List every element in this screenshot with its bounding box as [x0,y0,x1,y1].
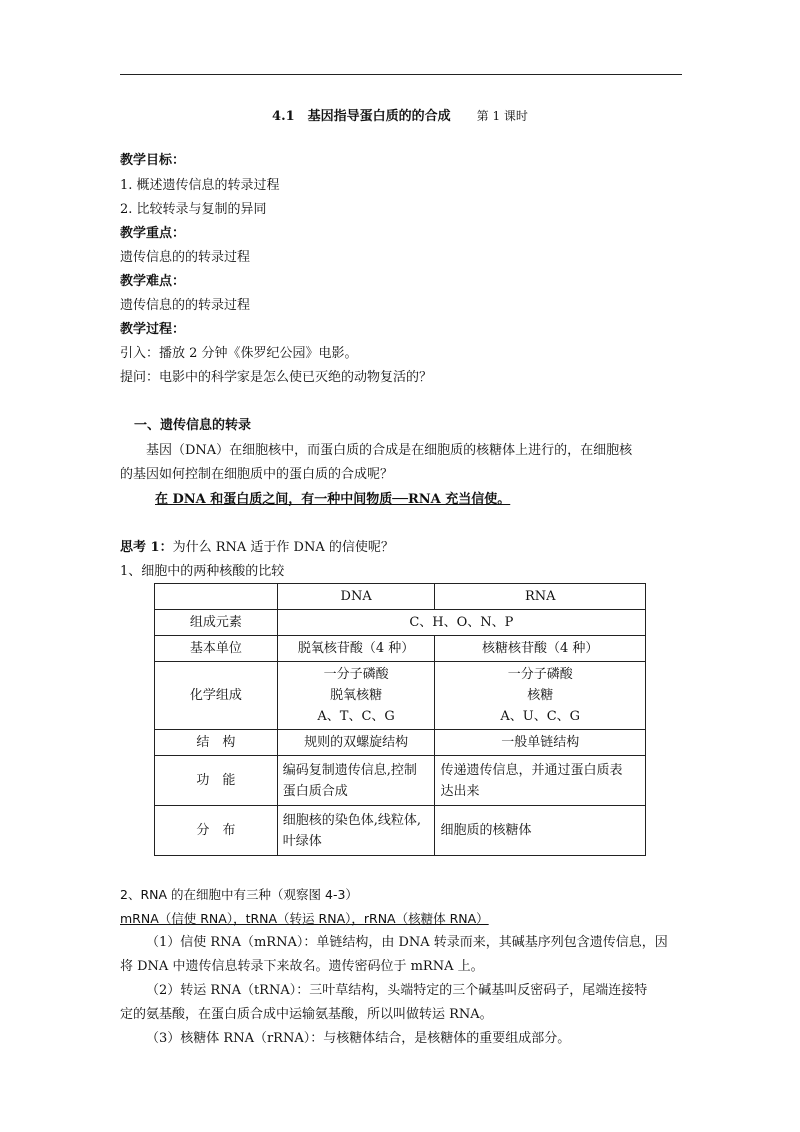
chem-dna-line: A、T、C、G [317,709,395,724]
row-label-chem: 化学组成 [155,662,278,730]
structure-dna: 规则的双螺旋结构 [277,730,435,756]
function-dna-cell [277,756,435,806]
elements-value: C、H、O、N、P [277,610,645,636]
chem-dna-cell [277,662,435,730]
process-question: 提问：电影中的科学家是怎么使已灭绝的动物复活的？ [120,370,433,385]
think1-line [120,539,394,557]
row-label-structure: 结 构 [155,730,278,756]
objective-item: 1. 概述遗传信息的转录过程 [120,178,280,193]
distribution-dna-line: 细胞核的染色体,线粒体, [282,812,422,828]
chem-dna-line: 一分子磷酸 [323,667,389,682]
chem-rna-line: A、U、C、G [500,709,581,724]
function-rna-line: 传递遗传信息，并通过蛋白质表 [440,762,623,778]
table-row [155,730,646,756]
lesson-period: 第 1 课时 [476,109,528,123]
distribution-rna: 细胞质的核糖体 [435,806,646,856]
rna-types-summary: mRNA（信使 RNA），tRNA（转运 RNA），rRNA（核糖体 RNA） [120,911,489,926]
nucleic-acid-table [154,583,646,856]
section1-heading: 一、遗传信息的转录 [134,418,252,433]
table-row [155,756,646,806]
chem-rna-line: 一分子磷酸 [507,667,573,682]
rna-types-heading: 2、RNA 的在细胞中有三种（观察图 4-3） [120,887,358,902]
think1-question: 为什么 RNA 适于作 DNA 的信使呢？ [172,540,394,555]
think1-label: 思考 1： [120,540,173,555]
table-row [155,806,646,856]
table-row [155,662,646,730]
trna-paragraph-line: 定的氨基酸，在蛋白质合成中运输氨基酸，所以叫做转运 RNA。 [120,1007,493,1022]
trna-paragraph-line: （2）转运 RNA（tRNA）：三叶草结构，头端特定的三个碱基叫反密码子，尾端连接特 [146,983,648,998]
key-point-heading: 教学重点： [120,226,186,241]
objective-item: 2. 比较转录与复制的异同 [120,202,267,217]
distribution-dna-line: 叶绿体 [282,833,322,849]
table-row [155,584,646,610]
section1-emphasis: 在 DNA 和蛋白质之间，有一种中间物质──RNA 充当信使。 [155,492,511,507]
table-corner-cell [155,584,278,610]
function-rna-cell [435,756,646,806]
unit-rna: 核糖核苷酸（4 种） [435,636,646,662]
lesson-title: 4.1 基因指导蛋白质的的合成 [272,109,451,124]
rrna-paragraph-line: （3）核糖体 RNA（rRNA）：与核糖体结合，是核糖体的重要组成部分。 [146,1031,571,1046]
chem-rna-cell [435,662,646,730]
key-point-text: 遗传信息的的转录过程 [120,250,251,265]
function-dna-line: 编码复制遗传信息,控制 [282,762,417,778]
table-row [155,636,646,662]
row-label-unit: 基本单位 [155,636,278,662]
row-label-distribution: 分 布 [155,806,278,856]
objectives-heading: 教学目标： [120,153,186,168]
page-title [0,105,800,124]
column-header-rna: RNA [435,584,646,610]
section1-paragraph-line: 的基因如何控制在细胞质中的蛋白质的合成呢？ [120,467,394,482]
function-rna-line: 达出来 [440,783,480,799]
row-label-function: 功 能 [155,756,278,806]
unit-dna: 脱氧核苷酸（4 种） [277,636,435,662]
difficulty-text: 遗传信息的的转录过程 [120,298,251,313]
table-row [155,610,646,636]
process-heading: 教学过程： [120,322,186,337]
chem-rna-line: 核糖 [527,688,554,703]
function-dna-line: 蛋白质合成 [282,783,348,799]
process-intro: 引入：播放 2 分钟《侏罗纪公园》电影。 [120,346,358,361]
row-label-elements: 组成元素 [155,610,278,636]
mrna-paragraph-line: 将 DNA 中遗传信息转录下来故名。遗传密码位于 mRNA 上。 [120,959,484,974]
mrna-paragraph-line: （1）信使 RNA（mRNA）：单链结构，由 DNA 转录而来，其碱基序列包含遗传信息，因 [146,935,668,950]
compare-heading: 1、细胞中的两种核酸的比较 [120,564,285,579]
header-rule [120,74,682,75]
difficulty-heading: 教学难点： [120,274,186,289]
structure-rna: 一般单链结构 [435,730,646,756]
column-header-dna: DNA [277,584,435,610]
chem-dna-line: 脱氧核糖 [330,688,383,703]
distribution-dna-cell [277,806,435,856]
section1-paragraph-line: 基因（DNA）在细胞核中，而蛋白质的合成是在细胞质的核糖体上进行的，在细胞核 [146,443,633,458]
